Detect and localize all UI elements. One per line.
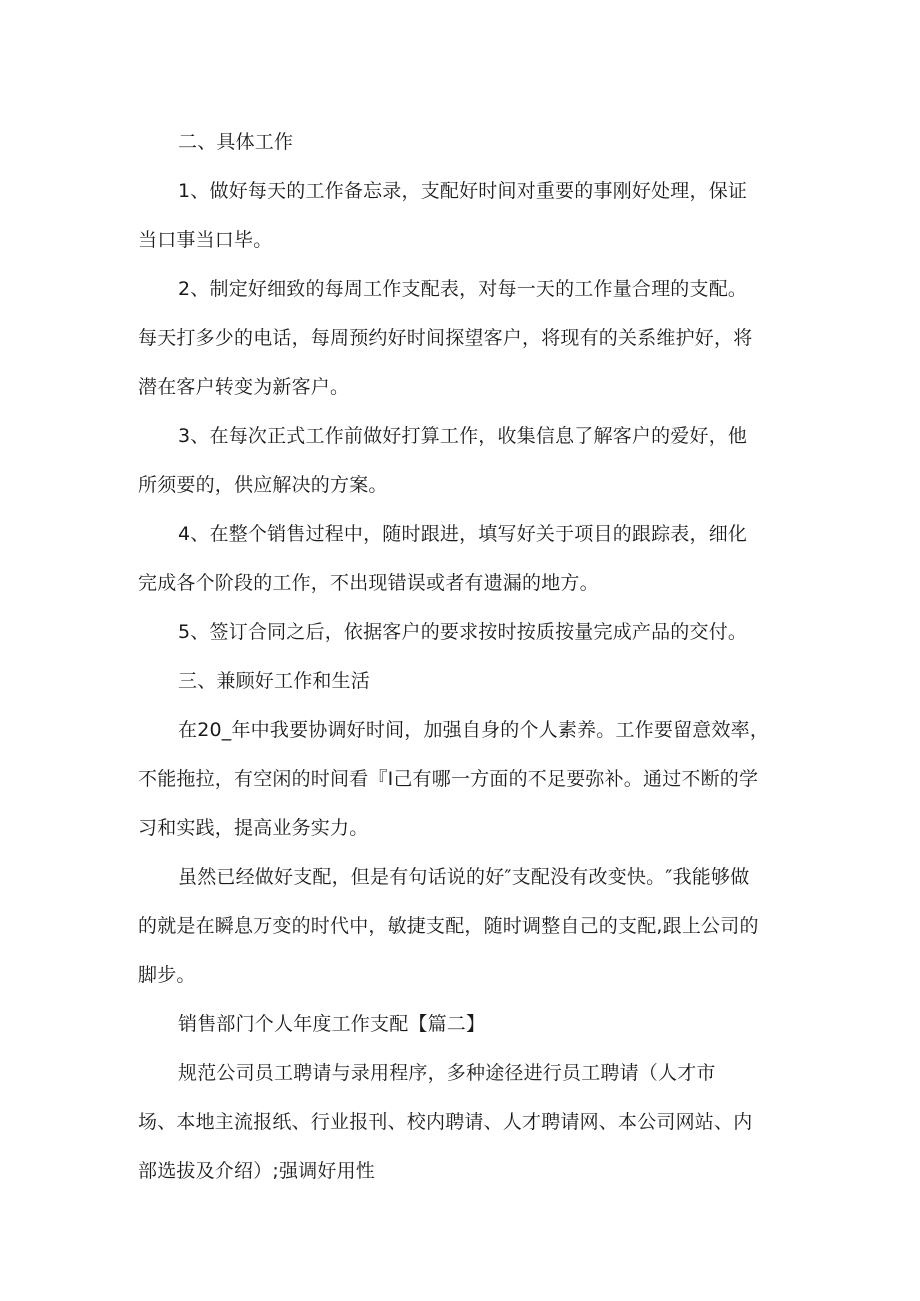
text-line: 的就是在瞬息万变的时代中，敏捷支配，随时调整自己的支配,跟上公司的 [138, 915, 759, 937]
text-line: 销售部门个人年度工作支配【篇二】 [178, 1013, 486, 1035]
text-line: 习和实践，提高业务实力。 [138, 817, 369, 839]
paragraph-plan [138, 853, 788, 1000]
text-line: 部选拔及介绍）;强调好用性 [138, 1160, 376, 1182]
text-line: 2、制定好细致的每周工作支配表，对每一天的工作量合理的支配。 [178, 278, 748, 300]
list-item-4 [138, 510, 788, 608]
list-item-1 [138, 167, 788, 265]
paragraph-recruitment [138, 1049, 788, 1196]
text-line: 规范公司员工聘请与录用程序，多种途径进行员工聘请（人才市 [178, 1062, 716, 1084]
list-item-5 [138, 608, 788, 657]
text-line: 二、具体工作 [178, 131, 294, 153]
text-line: 当口事当口毕。 [138, 229, 273, 251]
text-line: 在20_年中我要协调好时间，加强自身的个人素养。工作要留意效率， [178, 719, 770, 741]
paragraph-balance [138, 706, 788, 853]
list-item-3 [138, 412, 788, 510]
text-line: 完成各个阶段的工作，不出现错误或者有遗漏的地方。 [138, 572, 599, 594]
text-line: 三、兼顾好工作和生活 [178, 670, 371, 692]
text-line: 4、在整个销售过程中，随时跟进，填写好关于项目的跟踪表，细化 [178, 523, 748, 545]
document-body [138, 118, 788, 1196]
text-line: 潜在客户转变为新客户。 [138, 376, 350, 398]
section-heading-specific-work [138, 118, 788, 167]
text-line: 5、签订合同之后，依据客户的要求按时按质按量完成产品的交付。 [178, 621, 748, 643]
text-line: 脚步。 [138, 964, 196, 986]
text-line: 所须要的，供应解决的方案。 [138, 474, 388, 496]
text-line: 3、在每次正式工作前做好打算工作，收集信息了解客户的爱好，他 [178, 425, 748, 447]
part-two-title [138, 1000, 788, 1049]
section-heading-work-life-balance [138, 657, 788, 706]
text-line: 场、本地主流报纸、行业报刊、校内聘请、人才聘请网、本公司网站、内 [138, 1111, 753, 1133]
list-item-2 [138, 265, 788, 412]
text-line: 1、做好每天的工作备忘录，支配好时间对重要的事刚好处理，保证 [178, 180, 748, 202]
text-line: 每天打多少的电话，每周预约好时间探望客户，将现有的关系维护好，将 [138, 327, 753, 349]
text-line: 虽然已经做好支配，但是有句话说的好″支配没有改变快。″我能够做 [178, 866, 750, 888]
text-line: 不能拖拉，有空闲的时间看『I己有哪一方面的不足要弥补。通过不断的学 [138, 768, 759, 790]
